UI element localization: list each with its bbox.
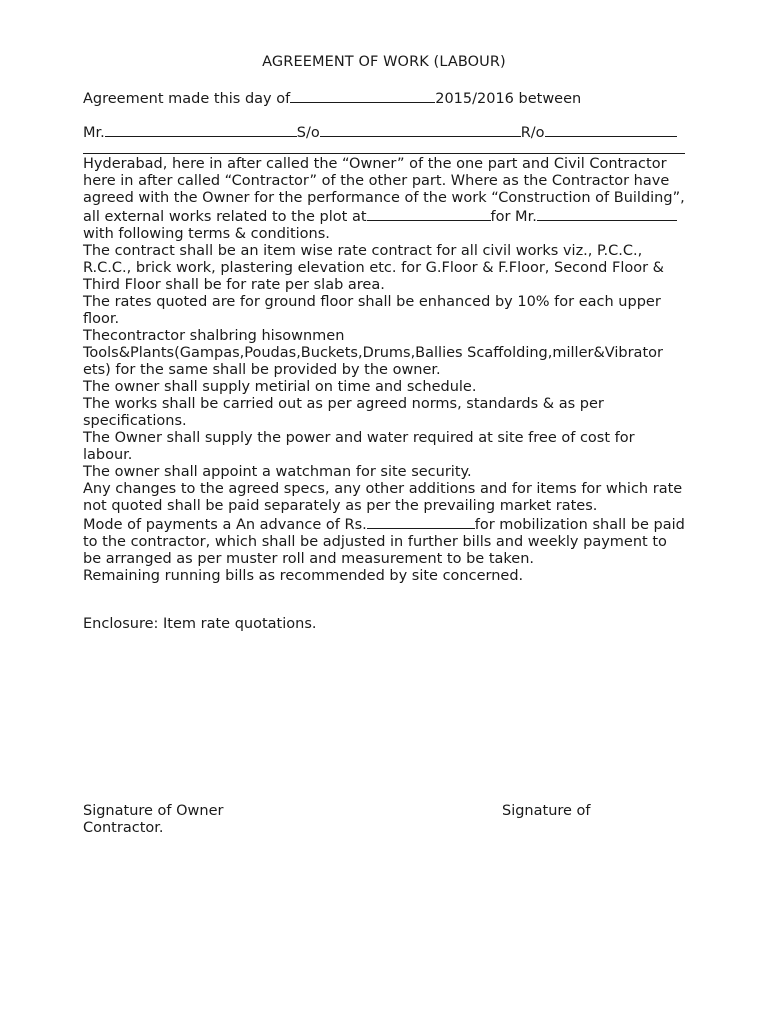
name-blank — [105, 123, 297, 137]
payment-text-a: Mode of payments a An advance of Rs. — [83, 517, 367, 533]
clause-item: The Owner shall supply the power and water required at site free of cost for labour. — [83, 430, 635, 463]
residence-blank — [545, 123, 677, 137]
parties-line — [83, 123, 677, 141]
agreement-date-prefix: Agreement made this day of — [83, 91, 291, 107]
terms-text: with following terms & conditions. — [83, 226, 330, 242]
for-mr-text: for Mr. — [490, 209, 537, 225]
enclosure-note: Enclosure: Item rate quotations. — [83, 616, 317, 632]
plot-blank — [367, 207, 491, 221]
so-label: S/o — [296, 125, 320, 141]
ro-label: R/o — [520, 125, 545, 141]
agreement-body — [83, 156, 688, 585]
clause-item: The owner shall supply metirial on time and schedule. — [83, 379, 477, 395]
payment-text-b: for mobilization shall be paid to the contractor, which shall be adjusted in further bills and weekly payment to be arranged as per muster roll and measurement to be taken. — [83, 517, 685, 567]
clause-item: The rates quoted are for ground floor shall be enhanced by 10% for each upper floor. — [83, 294, 661, 327]
payment-paragraph — [83, 515, 688, 568]
running-bills-text: Remaining running bills as recommended by site concerned. — [83, 568, 524, 584]
owner-name-blank — [537, 207, 677, 221]
opening-paragraph — [83, 156, 688, 243]
owner-signature-label: Signature of Owner — [83, 803, 224, 819]
clause-item: The works shall be carried out as per agreed norms, standards & as per specifications. — [83, 396, 604, 429]
agreement-date-suffix: 2015/2016 between — [435, 91, 582, 107]
date-blank — [290, 89, 435, 103]
opening-text: Hyderabad, here in after called the “Owner” of the one part and Civil Contractor here in after called “Contractor” of the other part. Where as the Contractor have agreed with the Owner for the performance of the work “Construction of Building”, all external works related to the plot at — [83, 156, 685, 225]
mr-label: Mr. — [83, 125, 105, 141]
contractor-signature-label: Signature of — [502, 803, 591, 819]
clause-item: Thecontractor shalbring hisownmen Tools&Plants(Gampas,Poudas,Buckets,Drums,Ballies Scaffolding,miller&Vibrator ets) for the same shall be provided by the owner. — [83, 328, 663, 378]
document-title: AGREEMENT OF WORK (LABOUR) — [262, 54, 506, 70]
contractor-signature-label-continued: Contractor. — [83, 820, 164, 836]
agreement-date-line — [83, 89, 581, 107]
clause-item: The owner shall appoint a watchman for site security. — [83, 464, 472, 480]
clause-item: The contract shall be an item wise rate contract for all civil works viz., P.C.C., R.C.C., brick work, plastering elevation etc. for G.Floor & F.Floor, Second Floor & Third Floor shall be for rate per slab area. — [83, 243, 664, 293]
residence-continuation-blank — [83, 140, 685, 154]
father-name-blank — [320, 123, 521, 137]
clause-item: Any changes to the agreed specs, any other additions and for items for which rate not quoted shall be paid separately as per the prevailing market rates. — [83, 481, 683, 514]
advance-amount-blank — [367, 515, 475, 529]
